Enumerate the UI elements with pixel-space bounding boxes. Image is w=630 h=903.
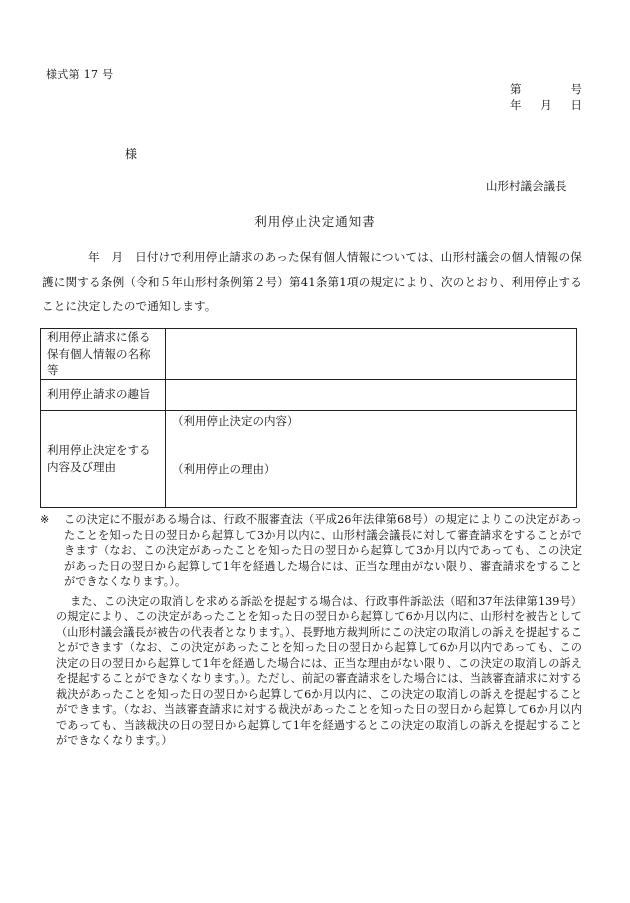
row-label-request-purpose: 利用停止請求の趣旨 xyxy=(41,379,166,410)
table-row xyxy=(41,379,577,410)
row-label-info-name: 利用停止請求に係る保有個人情報の名称等 xyxy=(41,329,166,380)
addressee: 様 xyxy=(125,147,138,161)
document-number-line xyxy=(510,81,582,97)
row-value-request-purpose xyxy=(166,379,577,410)
note-appeal xyxy=(40,512,582,590)
form-number: 様式第 17 号 xyxy=(46,68,114,81)
decision-table xyxy=(40,328,577,508)
row-label-decision-reason: 利用停止決定をする内容及び理由 xyxy=(41,410,166,507)
number-suffix: 号 xyxy=(570,82,582,96)
date-day: 日 xyxy=(570,98,582,112)
decision-reason-heading: （利用停止の理由） xyxy=(172,461,276,476)
note-appeal-text: この決定に不服がある場合は、行政不服審査法（平成26年法律第68号）の規定によりこの決定があったことを知った日の翌日から起算して3か月以内に、山形村議会議長に対して審査請求をすることができます（なお、この決定があったことを知った日の翌日から起算して3か月以内であっても、この決定があった日の翌日から起算して1年を経過した場合には、正当な理由がない限り、審査請求をすることができなくなります。）。 xyxy=(64,513,582,588)
note-mark: ※ xyxy=(40,513,50,526)
number-prefix: 第 xyxy=(510,82,522,96)
table-row xyxy=(41,329,577,380)
row-value-info-name xyxy=(166,329,577,380)
date-month: 月 xyxy=(540,98,552,112)
intro-paragraph: 年 月 日付けで利用停止請求のあった保有個人情報については、山形村議会の個人情報の保護に関する条例（令和５年山形村条例第２号）第41条第1項の規定により、次のとおり、利用停止することに決定したので通知します。 xyxy=(42,250,582,313)
issuer: 山形村議会議長 xyxy=(486,179,567,193)
table-row xyxy=(41,410,577,507)
document-title: 利用停止決定通知書 xyxy=(254,214,376,229)
date-line xyxy=(510,97,582,113)
note-lawsuit: また、この決定の取消しを求める訴訟を提起する場合は、行政事件訴訟法（昭和37年法律第139号）の規定により、この決定があったことを知った日の翌日から起算して6か月以内に、山形村を被告として（山形村議会議長が被告の代表者となります。）、長野地方裁判所にこの決定の取消しの訴えを提起することができます（なお、この決定があったことを知った日の翌日から起算して6か月以内であっても、この決定の日の翌日から起算して1年を経過した場合には、正当な理由がない限り、この決定の取消しの訴えを提起することができなくなります。）。ただし、前記の審査請求をした場合には、当該審査請求に対する裁決があったことを知った日の翌日から起算して6か月以内に、この決定の取消しの訴えを提起することができます。（なお、当該審査請求に対する裁決があったことを知った日の翌日から起算して6か月以内であっても、当該裁決の日の翌日から起算して1年を経過するとこの決定の取消しの訴えを提起することができなくなります。） xyxy=(56,594,582,747)
row-value-decision-reason xyxy=(166,410,577,507)
notes-section xyxy=(40,512,582,749)
decision-content-heading: （利用停止決定の内容） xyxy=(172,413,299,428)
date-year: 年 xyxy=(510,98,522,112)
